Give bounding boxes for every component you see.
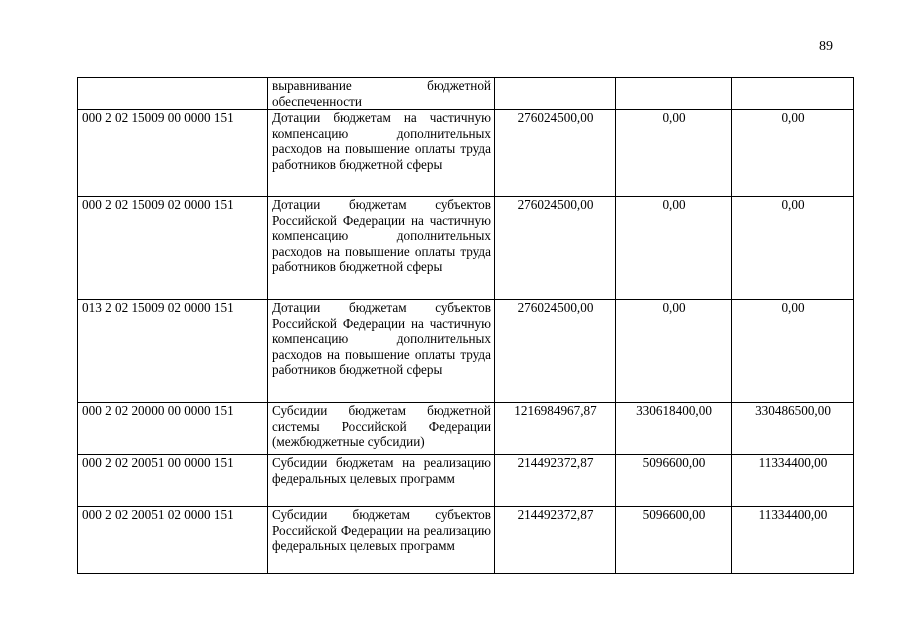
amount-year2-cell: 0,00: [616, 300, 732, 403]
table-row: [78, 110, 854, 197]
amount-year3-cell: [732, 78, 854, 110]
amount-year1-cell: 276024500,00: [495, 110, 616, 197]
table-row: [78, 455, 854, 507]
page-number: 89: [819, 39, 833, 54]
code-cell: 000 2 02 20000 00 0000 151: [78, 403, 268, 455]
table-row: [78, 403, 854, 455]
amount-year1-cell: 276024500,00: [495, 197, 616, 300]
code-cell: 013 2 02 15009 02 0000 151: [78, 300, 268, 403]
name-cell: Дотации бюджетам субъектов Российской Федерации на частичную компенсацию дополнительных расходов на повышение оплаты труда работников бюджетной сферы: [268, 300, 495, 403]
code-cell: 000 2 02 15009 02 0000 151: [78, 197, 268, 300]
amount-year2-cell: [616, 78, 732, 110]
budget-revenue-table: [77, 77, 854, 574]
name-cell: Дотации бюджетам на частичную компенсацию дополнительных расходов на повышение оплаты труда работников бюджетной сферы: [268, 110, 495, 197]
name-cell: Субсидии бюджетам субъектов Российской Федерации на реализацию федеральных целевых программ: [268, 507, 495, 574]
amount-year2-cell: 5096600,00: [616, 507, 732, 574]
amount-year3-cell: 330486500,00: [732, 403, 854, 455]
amount-year3-cell: 0,00: [732, 197, 854, 300]
code-cell: 000 2 02 20051 02 0000 151: [78, 507, 268, 574]
amount-year1-cell: 214492372,87: [495, 455, 616, 507]
name-cell: Дотации бюджетам субъектов Российской Федерации на частичную компенсацию дополнительных расходов на повышение оплаты труда работников бюджетной сферы: [268, 197, 495, 300]
amount-year2-cell: 5096600,00: [616, 455, 732, 507]
table-row: [78, 507, 854, 574]
amount-year3-cell: 0,00: [732, 110, 854, 197]
amount-year2-cell: 0,00: [616, 197, 732, 300]
name-cell: Субсидии бюджетам на реализацию федеральных целевых программ: [268, 455, 495, 507]
amount-year2-cell: 330618400,00: [616, 403, 732, 455]
code-cell: [78, 78, 268, 110]
amount-year1-cell: [495, 78, 616, 110]
table-row: [78, 300, 854, 403]
amount-year1-cell: 276024500,00: [495, 300, 616, 403]
name-cell: выравнивание бюджетной обеспеченности: [268, 78, 495, 110]
amount-year3-cell: 0,00: [732, 300, 854, 403]
name-cell: Субсидии бюджетам бюджетной системы Российской Федерации (межбюджетные субсидии): [268, 403, 495, 455]
amount-year3-cell: 11334400,00: [732, 455, 854, 507]
amount-year1-cell: 214492372,87: [495, 507, 616, 574]
code-cell: 000 2 02 15009 00 0000 151: [78, 110, 268, 197]
code-cell: 000 2 02 20051 00 0000 151: [78, 455, 268, 507]
table-row: [78, 197, 854, 300]
amount-year1-cell: 1216984967,87: [495, 403, 616, 455]
amount-year2-cell: 0,00: [616, 110, 732, 197]
amount-year3-cell: 11334400,00: [732, 507, 854, 574]
table-row-continuation: [78, 78, 854, 110]
